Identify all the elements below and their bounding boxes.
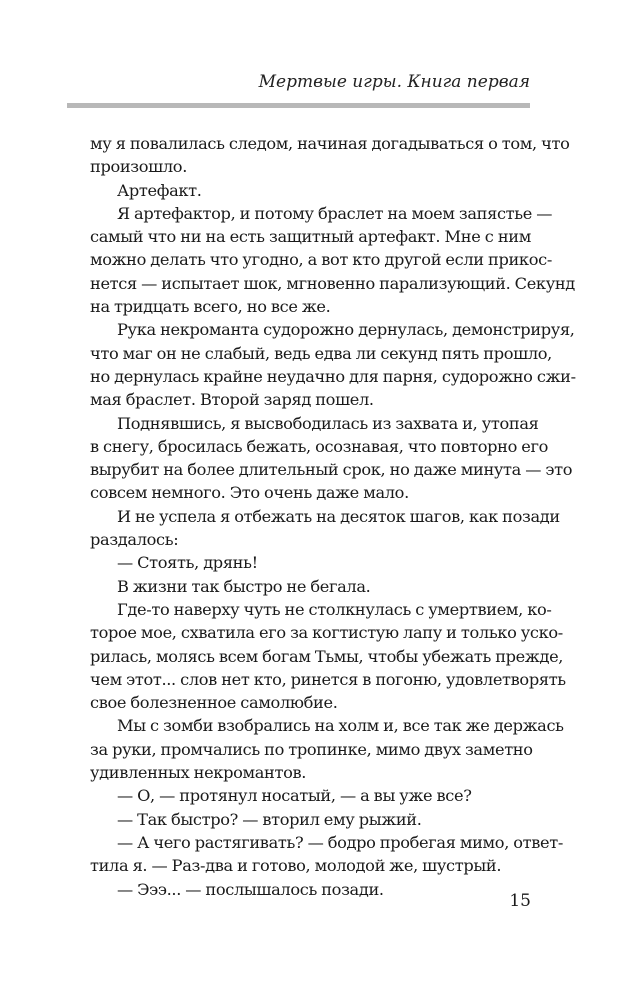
text-line: можно делать что угодно, а вот кто другой если прикос-	[90, 250, 552, 270]
text-line: произошло.	[90, 157, 187, 177]
text-line: нется — испытает шок, мгновенно парализующий. Секунд	[90, 273, 575, 293]
text-line: мая браслет. Второй заряд пошел.	[90, 390, 374, 410]
page-body-text	[90, 132, 576, 901]
header-rule	[67, 103, 530, 108]
text-line: совсем немного. Это очень даже мало.	[90, 483, 409, 503]
text-line: — Эээ... — послышалось позади.	[117, 879, 384, 899]
text-line: Поднявшись, я высвободилась из захвата и, утопая	[117, 413, 539, 433]
text-line: Я артефактор, и потому браслет на моем запястье —	[117, 203, 553, 223]
text-line: — А чего растягивать? — бодро пробегая мимо, ответ-	[117, 832, 563, 852]
text-line: — О, — протянул носатый, — а вы уже все?	[117, 786, 472, 806]
text-line: на тридцать всего, но все же.	[90, 297, 331, 317]
text-line: свое болезненное самолюбие.	[90, 693, 338, 713]
text-line: тила я. — Раз-два и готово, молодой же, шустрый.	[90, 856, 502, 876]
text-line: Рука некроманта судорожно дернулась, демонстрируя,	[117, 320, 575, 340]
text-line: в снегу, бросилась бежать, осознавая, что повторно его	[90, 436, 549, 456]
text-line: что маг он не слабый, ведь едва ли секунд пять прошло,	[90, 343, 552, 363]
text-line: за руки, промчались по тропинке, мимо двух заметно	[90, 739, 533, 759]
text-line: В жизни так быстро не бегала.	[117, 576, 371, 596]
text-line: рилась, молясь всем богам Тьмы, чтобы убежать прежде,	[90, 646, 564, 666]
text-line: Где-то наверху чуть не столкнулась с умертвием, ко-	[117, 599, 552, 619]
text-line: самый что ни на есть защитный артефакт. Мне с ним	[90, 227, 531, 247]
text-line: И не успела я отбежать на десяток шагов, как позади	[117, 506, 560, 526]
text-line: — Стоять, дрянь!	[117, 553, 258, 573]
text-line: торое мое, схватила его за когтистую лапу и только уско-	[90, 623, 563, 643]
text-line: раздалось:	[90, 530, 179, 550]
running-header: Мертвые игры. Книга первая	[258, 72, 530, 92]
text-line: вырубит на более длительный срок, но даже минута — это	[90, 460, 573, 480]
text-line: Мы с зомби взобрались на холм и, все так же держась	[117, 716, 564, 736]
text-line: чем этот... слов нет кто, ринется в погоню, удовлетворять	[90, 669, 566, 689]
text-line: удивленных некромантов.	[90, 763, 307, 783]
text-line: но дернулась крайне неудачно для парня, судорожно сжи-	[90, 366, 576, 386]
text-line: — Так быстро? — вторил ему рыжий.	[117, 809, 422, 829]
page-number: 15	[509, 891, 531, 911]
text-line: му я повалилась следом, начиная догадываться о том, что	[90, 134, 570, 153]
text-line: Артефакт.	[117, 180, 202, 200]
